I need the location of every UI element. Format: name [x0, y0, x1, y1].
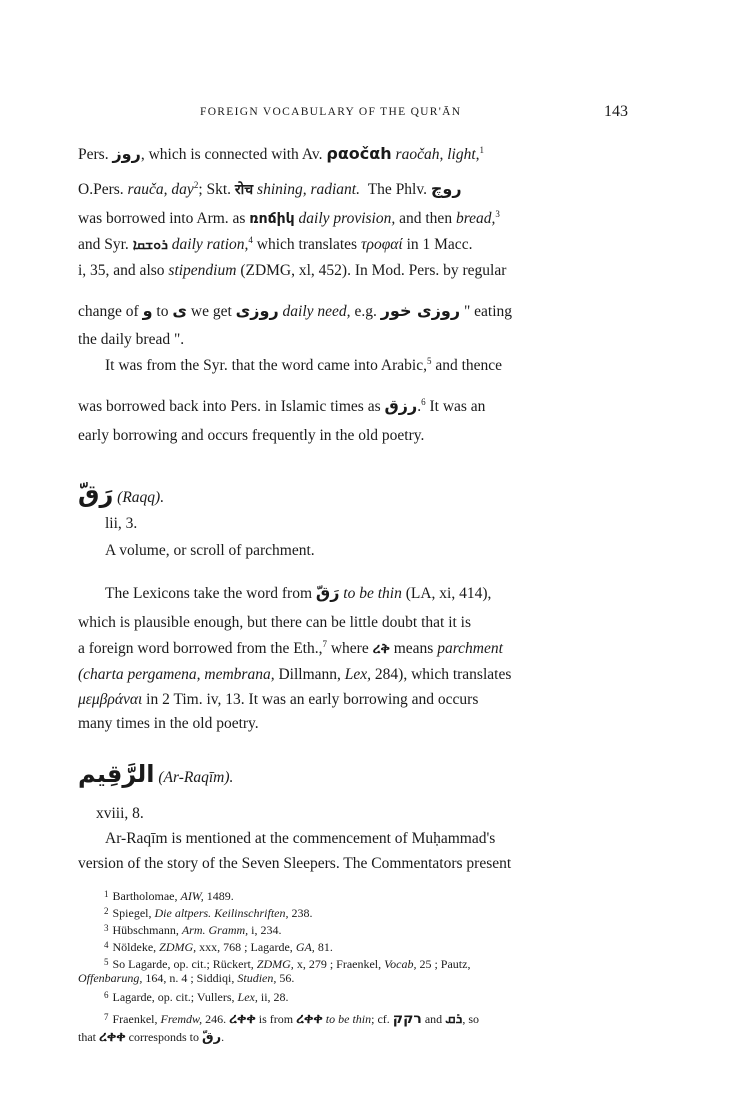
- greek-word: μεμβράναι: [78, 691, 143, 708]
- footnote: $^1$ Bartholomae, AIW, 1489.: [104, 889, 234, 903]
- footnote-ref: 2: [193, 179, 199, 190]
- arabic-word: رقّ: [201, 1030, 222, 1045]
- persian-phrase: روزی خور: [380, 301, 461, 320]
- footnote-ref: 6: [421, 396, 426, 407]
- text-line: μεμβράναι in 2 Tim. iv, 13. It was an early borrowing and occurs: [78, 691, 479, 708]
- text-line: the daily bread ".: [78, 331, 185, 348]
- entry-arabic: رَقّ: [78, 480, 114, 508]
- running-title: FOREIGN VOCABULARY OF THE QUR'ĀN: [200, 106, 462, 118]
- ethiopic-word: ረቀቀ: [296, 1011, 323, 1027]
- text-line: early borrowing and occurs frequently in the old poetry.: [78, 427, 425, 444]
- footnote: $^7$ Fraenkel, Fremdw, 246. ረቀቀ is from ረቀቀ to be thin; cf. רקק and ܪܩ, so: [104, 1011, 479, 1027]
- running-header: [200, 103, 628, 126]
- sura-reference: lii, 3.: [105, 515, 138, 532]
- text-line: many times in the old poetry.: [78, 715, 259, 732]
- syriac-word: ܪܩ: [445, 1011, 463, 1027]
- ethiopic-word: ረቀቀ: [229, 1011, 256, 1027]
- pahlavi-word: روچ: [430, 179, 462, 198]
- text-line: Pers. روز, which is connected with Av. ραοčαh raočah, light,$^1$: [78, 144, 485, 163]
- footnote-ref: 7: [322, 639, 327, 649]
- persian-word: روزی: [235, 301, 279, 320]
- entry-gloss: A volume, or scroll of parchment.: [105, 542, 315, 559]
- footnote-ref: 3: [495, 209, 500, 219]
- page-number: 143: [604, 103, 628, 120]
- footnote: $^3$ Hübschmann, Arm. Gramm, i, 234.: [104, 923, 282, 937]
- hebrew-word: רקק: [392, 1011, 422, 1027]
- text-line: change of و to ی we get روزی daily need, e.g. روزی خور " eating: [78, 301, 513, 320]
- entry-heading: [78, 478, 626, 512]
- ethiopic-word: ረቀቀ: [99, 1029, 126, 1045]
- avestan-word: ραοčαh: [326, 144, 392, 163]
- syriac-word: ܪܘܫܩܐ: [132, 237, 168, 253]
- ethiopic-word: ረቅ: [372, 641, 390, 657]
- footnote: $^6$ Lagarde, op. cit.; Vullers, Lex, ii, 28.: [104, 990, 289, 1004]
- sura-reference: xviii, 8.: [96, 805, 144, 822]
- footnote-continuation: that ረቀቀ corresponds to رقّ.: [78, 1029, 225, 1045]
- entry-transliteration: (Raqq).: [117, 489, 165, 506]
- text-line: was borrowed into Arm. as ռոճիկ daily provision, and then bread,$^3$: [78, 209, 500, 227]
- text-line: It was from the Syr. that the word came into Arabic,$^5$ and thence: [105, 356, 503, 374]
- greek-word: τροφαί: [360, 236, 403, 253]
- persian-word: روز: [112, 144, 141, 163]
- arabic-word: رزق: [384, 396, 418, 415]
- text-line: O.Pers. rauča, day$^2$; Skt. रोच shining, radiant. The Phlv. روچ: [78, 179, 462, 198]
- armenian-word: ռոճիկ: [249, 211, 295, 227]
- text-line: a foreign word borrowed from the Eth.,$^7$ where ረቅ means parchment: [78, 639, 503, 657]
- text-line: The Lexicons take the word from رَقّ to be thin (LA, xi, 414),: [105, 583, 492, 602]
- footnote-ref: 5: [426, 356, 432, 366]
- text-line: Ar-Raqīm is mentioned at the commencement of Muḥammad's: [105, 830, 496, 847]
- footnote-continuation: Offenbarung, 164, n. 4 ; Siddiqi, Studien, 56.: [78, 971, 295, 985]
- text-line: version of the story of the Seven Sleepers. The Commentators present: [78, 855, 512, 872]
- sanskrit-word: रोच: [234, 182, 254, 198]
- footnote-ref: 4: [248, 235, 253, 245]
- entry-transliteration: (Ar-Raqīm).: [158, 769, 234, 786]
- footnote: $^4$ Nöldeke, ZDMG, xxx, 768 ; Lagarde, GA, 81.: [104, 940, 333, 954]
- entry-heading: [78, 758, 626, 792]
- text-line: was borrowed back into Pers. in Islamic times as رزق.$^6$ It was an: [78, 396, 486, 415]
- entry-arabic: الرَّقِيم: [78, 760, 155, 788]
- text-line: and Syr. ܪܘܫܩܐ daily ration,$^4$ which translates τροφαί in 1 Macc.: [78, 235, 473, 253]
- arabic-word: رَقّ: [315, 583, 340, 602]
- footnote-ref: 1: [479, 144, 485, 155]
- text-line: (charta pergamena, membrana, Dillmann, Lex, 284), which translates: [78, 666, 512, 683]
- footnote: $^5$ So Lagarde, op. cit.; Rückert, ZDMG, x, 279 ; Fraenkel, Vocab, 25 ; Pautz,: [104, 957, 471, 971]
- text-line: which is plausible enough, but there can be little doubt that it is: [78, 614, 472, 631]
- footnote: $^2$ Spiegel, Die altpers. Keilinschriften, 238.: [104, 906, 313, 920]
- text-line: i, 35, and also stipendium (ZDMG, xl, 452). In Mod. Pers. by regular: [78, 262, 507, 279]
